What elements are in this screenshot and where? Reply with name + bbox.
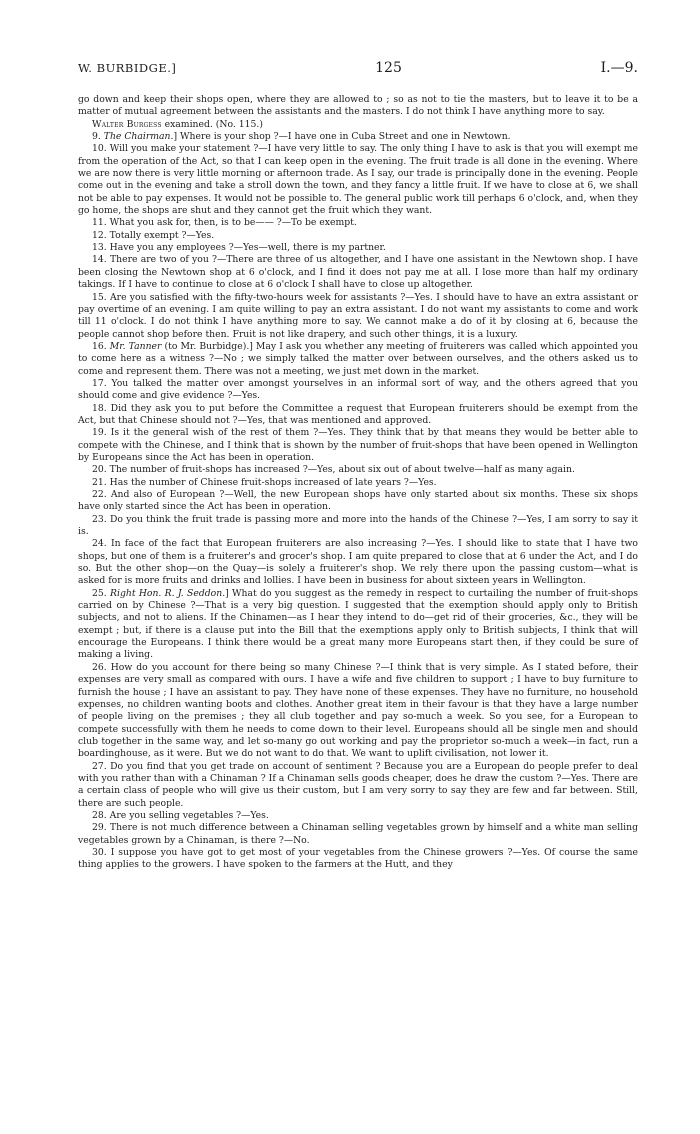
question-number: 19. (92, 427, 107, 439)
qa-paragraph-30 (78, 847, 638, 872)
question-answer-text: There are two of you ?—There are three of us altogether, and I have one assistant in the Newtown shop. I have been closing the Newtown shop at 6 o'clock, and I find it does not pay me at all. I lose more than half my ordinary takings. If I have to continue to close at 6 o'clock I shall have to close up altogether. (78, 254, 638, 291)
qa-paragraph-14 (78, 254, 638, 291)
question-answer-text: I suppose you have got to get most of your vegetables from the Chinese growers ?—Yes. Of course the same thing applies to the growers. I have spoken to the farmers at the Hutt, and they (78, 846, 638, 871)
question-number: 25. (92, 587, 107, 599)
question-number: 22. (92, 489, 107, 500)
question-answer-text: Do you think the fruit trade is passing more and more into the hands of the Chinese ?—Yes, I am sorry to say it is. (78, 513, 638, 538)
question-answer-text: Has the number of Chinese fruit-shops increased of late years ?—Yes. (109, 476, 437, 488)
qa-paragraph-17 (78, 378, 638, 403)
question-answer-text: Are you selling vegetables ?—Yes. (109, 809, 269, 821)
question-number: 30. (92, 846, 107, 858)
question-answer-text: In face of the fact that European fruiterers are also increasing ?—Yes. I should like to state that I have two shops, but one of them is a fruiterer's and grocer's shop. I am quite prepared to close that at 6 under the Act, and I do so. But the other shop—on the Quay—is solely a fruiterer's shop. We rely there upon the passing custom—what is asked for is more fruits and drinks and lollies. I have been in business for about sixteen years in Wellington. (78, 538, 638, 587)
question-answer-text: Are you satisfied with the fifty-two-hours week for assistants ?—Yes. I should have to have an extra assistant or pay overtime of an evening. I am quite willing to pay an extra assistant. I do not want my assistants to come and work till 11 o'clock. I do not think I have anything more to say. We cannot make a do of it by closing at 6, because the people cannot shop before then. Fruit is not like drapery, and such other things, it is a luxury. (78, 291, 638, 340)
question-number: 23. (92, 513, 107, 525)
question-number: 27. (92, 760, 107, 772)
speaker-name: The Chairman. (103, 131, 174, 143)
witness-name: Walter Burgess (92, 118, 162, 130)
qa-paragraph-10 (78, 143, 638, 217)
qa-paragraph-11 (78, 217, 638, 229)
question-answer-text: Is it the general wish of the rest of them ?—Yes. They think that by that means they would be better able to compete with the Chinese, and I think that is shown by the number of fruit-shops that have been opened in Wellington by Europeans since the Act has been in operation. (78, 427, 638, 463)
question-answer-text: And also of European ?—Well, the new European shops have only started about six months. These six shops have only started since the Act has been in operation. (78, 489, 638, 513)
question-number: 15. (92, 291, 107, 303)
question-number: 21. (92, 476, 107, 488)
qa-paragraph-25 (78, 588, 638, 662)
question-answer-text: There is not much difference between a Chinaman selling vegetables grown by himself and a white man selling vegetables grown by a Chinaman, is there ?—No. (78, 822, 638, 846)
witness-surname-header: W. BURBIDGE.] (78, 61, 177, 75)
question-answer-text: Did they ask you to put before the Committee a request that European fruiterers should be exempt from the Act, but that Chinese should not ?—Yes, that was mentioned and approved. (78, 402, 638, 426)
question-answer-text: How do you account for there being so many Chinese ?—I think that is very simple. As I stated before, their expenses are very small as compared with ours. I have a wife and five children to support ; I have to buy furniture to furnish the house ; I have an assistant to pay. They have none of these expenses. They have no furniture, no household expenses, no children wanting boots and clothes. Another great item in their favour is that they have a large number of people living on the premises ; they all club together and pay so-much a week. So you see, for a European to compete successfully with them he needs to come down to their level. Europeans should all be single men and should club together in the same way, and let so-many go out working and pay the proprietor so-much a week—in fact, run a boardinghouse, as it were. But we do not want to do that. We want to uplift civilisation, not lower it. (78, 661, 638, 760)
question-number: 16. (92, 340, 107, 352)
qa-paragraph-12 (78, 230, 638, 242)
qa-paragraph-21 (78, 477, 638, 489)
question-answer-list (78, 131, 638, 872)
qa-paragraph-23 (78, 514, 638, 539)
question-answer-text: What you ask for, then, is to be—— ?—To be exempt. (109, 217, 357, 229)
question-answer-text: Totally exempt ?—Yes. (109, 229, 215, 241)
question-number: 10. (92, 143, 107, 155)
question-number: 26. (92, 661, 107, 673)
document-body (78, 94, 638, 872)
question-number: 28. (92, 809, 107, 821)
qa-paragraph-28 (78, 810, 638, 822)
qa-paragraph-13 (78, 242, 638, 254)
witness-number: (No. 115.) (215, 118, 263, 130)
question-answer-text: You talked the matter over amongst yourselves in an informal sort of way, and the others agreed that you should come and give evidence ?—Yes. (78, 377, 638, 402)
question-answer-text: The number of fruit-shops has increased ?—Yes, about six out of about twelve—half as many again. (109, 464, 575, 476)
question-answer-text: Have you any employees ?—Yes—well, there is my partner. (109, 242, 386, 254)
question-number: 12. (92, 229, 107, 241)
question-number: 9. (92, 131, 101, 143)
speaker-name: Right Hon. R. J. Seddon. (110, 587, 226, 599)
question-number: 24. (92, 538, 107, 550)
question-number: 11. (92, 217, 107, 229)
witness-heading (78, 119, 638, 131)
running-header (78, 60, 638, 94)
qa-paragraph-24 (78, 538, 638, 587)
witness-examined-label: examined. (164, 118, 213, 130)
question-answer-text: ] What do you suggest as the remedy in respect to curtailing the number of fruit-shops carried on by Chinese ?—That is a very big question. I suggested that the exemption should apply only to British subjects, and not to aliens. If the Chinamen—as I hear they intend to do—get rid of their groceries, &c., they will be exempt ; but, if there is a clause put into the Bill that the exemptions apply only to British subjects, I think that will encourage the Europeans. I think there would be a great many more Europeans start then, if they could be sure of making a living. (78, 587, 638, 661)
qa-paragraph-9: 9. The Chairman.] Where is your shop ?—I have one in Cuba Street and one in Newtown. (92, 131, 511, 143)
speaker-name: Mr. Tanner (109, 340, 162, 352)
question-answer-text: (to Mr. Burbidge).] May I ask you whether any meeting of fruiterers was called which appointed you to come here as a witness ?—No ; we simply talked the matter over between ourselves, and the others asked us to come and represent them. There was not a meeting, we just met down in the market. (78, 340, 638, 377)
qa-paragraph-29 (78, 822, 638, 847)
qa-paragraph-27 (78, 761, 638, 810)
question-answer-text: Do you find that you get trade on account of sentiment ? Because you are a European do people prefer to deal with you rather than with a Chinaman ? If a Chinaman sells goods cheaper, does he draw the custom ?—Yes. There are a certain class of people who will give us their custom, but I am very sorry to say they are few and far between. Still, there are such people. (78, 760, 638, 809)
qa-paragraph-19 (78, 427, 638, 464)
paper-reference: I.—9. (600, 60, 638, 76)
question-answer-text: Where is your shop ?—I have one in Cuba Street and one in Newtown. (180, 131, 511, 143)
question-number: 29. (92, 822, 107, 834)
opening-paragraph: go down and keep their shops open, where they are allowed to ; so as not to tie the masters, but to leave it to be a matter of mutual agreement between the assistants and the masters. I do not think I have anything more to say. (78, 94, 638, 118)
question-number: 20. (92, 464, 107, 476)
qa-paragraph-16 (78, 341, 638, 378)
page-number: 125 (375, 60, 402, 76)
question-number: 18. (92, 402, 107, 414)
question-number: 14. (92, 254, 107, 266)
qa-paragraph-22 (78, 489, 638, 514)
qa-paragraph-15 (78, 292, 638, 341)
question-number: 17. (92, 377, 107, 389)
qa-paragraph-20 (78, 464, 638, 476)
qa-paragraph-26 (78, 662, 638, 761)
qa-paragraph-18 (78, 403, 638, 428)
question-answer-text: Will you make your statement ?—I have very little to say. The only thing I have to ask is that you will exempt me from the operation of the Act, so that I can keep open in the evening. The fruit trade is all done in the evening. Where we are now there is very little morning or afternoon trade. As I say, our trade is principally done in the evening. People come out in the evening and take a stroll down the town, and they fancy a little fruit. If we have to close at 6, we shall not be able to pay expenses. It would not be possible to. The general public work till perhaps 6 o'clock, and, when they go home, the shops are shut and they cannot get the fruit which they want. (78, 143, 639, 217)
question-number: 13. (92, 242, 107, 254)
